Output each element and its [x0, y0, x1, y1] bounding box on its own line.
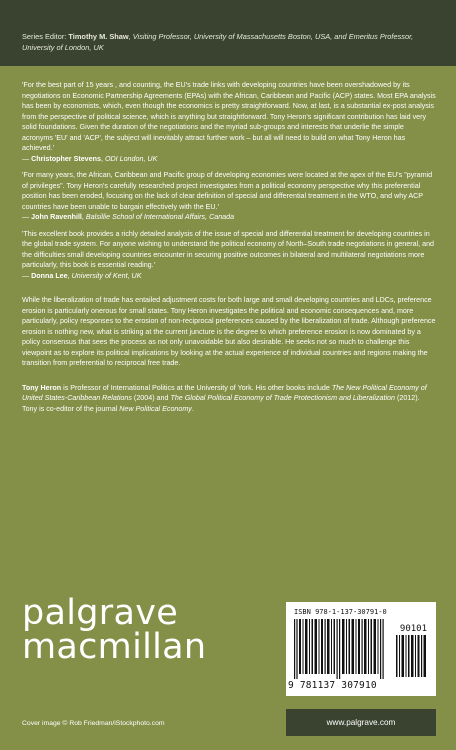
endorsement-quote [22, 170, 436, 223]
publisher-logo [22, 593, 207, 667]
endorser-affiliation: ODI London, UK [104, 154, 158, 163]
quote-attribution: — Christopher Stevens, ODI London, UK [22, 154, 158, 163]
endorser-name: Donna Lee [31, 271, 68, 280]
endorser-name: Christopher Stevens [31, 154, 101, 163]
price-code: 90101 [399, 624, 427, 634]
series-editor-role: Visiting Professor, University of Massachusetts Boston, USA, and Emeritus Professor, University of London, UK [22, 32, 414, 52]
isbn-barcode [286, 602, 436, 696]
series-editor-label: Series Editor: [22, 32, 69, 41]
logo-line-macmillan: macmillan [22, 627, 207, 667]
cover-footer [0, 689, 456, 750]
cover-image-credit: Cover image © Rob Friedman/iStockphoto.com [22, 720, 165, 727]
quote-text: 'For many years, the African, Caribbean and Pacific group of developing economies were located at the apex of the EU's "pyramid of privileges". Tony Heron's carefully researched project investigates from a political economy perspective why this preferential position has been eroded, focusing on the lack of clear definition of special and differential treatment in the WTO, and why ACP countries have been unable to bargain effectively with the EU.' [22, 171, 433, 211]
other-book-title: The Global Political Economy of Trade Protectionism and Liberalization [170, 394, 395, 402]
series-editor-line: Series Editor: Timothy M. Shaw, Visiting Professor, University of Massachusetts Boston, USA, and Emeritus Professor, University of London, UK [22, 32, 414, 52]
endorsement-quote [22, 80, 436, 164]
logo-line-palgrave: palgrave [22, 593, 179, 633]
quote-text: 'This excellent book provides a richly detailed analysis of the issue of special and differential treatment for developing countries in the global trade system. For anyone wishing to understand the political economy of North–South trade negotiations in general, and the difficulties small developing countries encounter in securing positive outcomes in bilateral and multilateral negotiations more particularly, this book is essential reading.' [22, 229, 435, 269]
endorser-affiliation: University of Kent, UK [71, 271, 142, 280]
author-bio: Tony Heron is Professor of International Politics at the University of York. His other books include The New Political Economy of United States-Caribbean Relations (2004) and The Global Political Economy of Trade Protectionism and Liberalization (2012). Tony is co-editor of the journal New Political Economy. [22, 383, 427, 413]
book-description: While the liberalization of trade has entailed adjustment costs for both large and small developing countries and LDCs, preference erosion is particularly onerous for small states. Tony Heron investigates the political and economic consequences and, more particularly, policy responses to the erosion of non-reciprocal preferences caused by the liberalization of trade. Although preference erosion is nothing new, what is striking at the current juncture is the degree to which preference erosion is now dominated by a policy consensus that sees the process as not only unavoidable but also desirable. He seeks not so much to challenge this viewpoint as to explore its political implications by looking at the actual experience of individual countries and regions making the transition from preferential to reciprocal free trade. [22, 296, 436, 367]
quote-text: 'For the best part of 15 years , and counting, the EU's trade links with developing countries have been overshadowed by its negotiations on Economic Partnership Agreements (EPAs) with the African, Caribbean and Pacific (ACP) states. Most EPA analysis has been by economists, which, even though the economics is pretty straightforward. Now, at last, is a substantial ex-post analysis from the perspective of political science, which is anything but straightforward. Tony Heron's significant contribution has laid very solid foundations. Given the duration of the negotiations and the myriad sub-groups and interests that underlie the simple acronyms 'EU' and 'ACP', the subject will inevitably attract further work – but all will need to build on what Tony Heron has achieved.' [22, 81, 436, 152]
endorser-affiliation: Balsillie School of International Affairs, Canada [85, 213, 235, 221]
barcode-bars-icon [294, 619, 390, 679]
journal-title: New Political Economy [119, 404, 192, 413]
endorsement-quote [22, 229, 436, 282]
body-text [22, 80, 436, 414]
quote-attribution: — John Ravenhill, Balsillie School of International Affairs, Canada [22, 213, 235, 221]
content-panel [0, 66, 456, 750]
other-book-title: The New Political Economy of United States-Caribbean Relations [22, 383, 427, 402]
author-name: Tony Heron [22, 383, 62, 392]
publisher-url-link[interactable]: www.palgrave.com [286, 709, 436, 736]
quote-attribution: — Donna Lee, University of Kent, UK [22, 271, 142, 280]
endorser-name: John Ravenhill [31, 213, 82, 221]
addon-barcode-icon [396, 635, 428, 677]
series-header [0, 0, 456, 66]
barcode-digits: 9 781137 307910 [288, 680, 377, 691]
isbn-text: ISBN 978-1-137-30791-0 [294, 608, 387, 616]
series-editor-name: Timothy M. Shaw [68, 32, 129, 41]
